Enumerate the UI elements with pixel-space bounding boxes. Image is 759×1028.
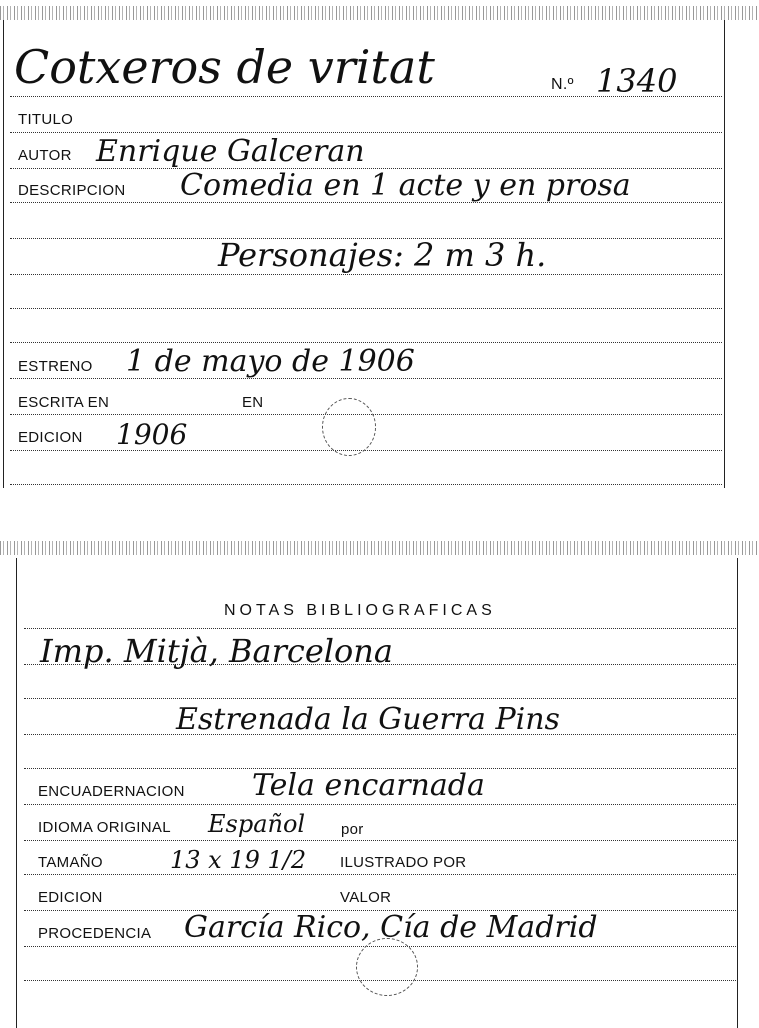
autor-value: Enrique Galceran: [96, 134, 365, 169]
en-label: EN: [242, 394, 264, 411]
edicion-label: EDICION: [18, 429, 83, 446]
procedencia-value: García Rico, Cía de Madrid: [184, 910, 598, 945]
rule: [24, 874, 736, 875]
rule: [24, 840, 736, 841]
catalog-card-back: [0, 540, 759, 1028]
note-premiere: Estrenada la Guerra Pins: [176, 702, 560, 737]
rule: [10, 274, 722, 275]
punch-hole-mark: [356, 938, 418, 996]
rule: [10, 132, 722, 133]
number-value: 1340: [596, 62, 678, 100]
procedencia-label: PROCEDENCIA: [38, 925, 152, 942]
edicion-label: EDICION: [38, 889, 103, 906]
edicion-value: 1906: [116, 418, 188, 451]
rule: [24, 804, 736, 805]
encuadernacion-value: Tela encarnada: [252, 768, 485, 803]
estreno-value: 1 de mayo de 1906: [126, 344, 415, 379]
autor-label: AUTOR: [18, 147, 72, 164]
tamano-label: TAMAÑO: [38, 854, 103, 871]
escrita-label: ESCRITA EN: [18, 394, 110, 411]
rule: [24, 628, 736, 629]
tamano-value: 13 x 19 1/2: [170, 846, 307, 874]
estreno-label: ESTRENO: [18, 358, 93, 375]
descripcion-label: DESCRIPCION: [18, 182, 126, 199]
valor-label: VALOR: [340, 889, 392, 906]
idioma-label: IDIOMA ORIGINAL: [38, 819, 171, 836]
catalog-card-front: [0, 0, 759, 500]
note-imprint: Imp. Mitjà, Barcelona: [40, 632, 393, 670]
rule: [10, 308, 722, 309]
encuadernacion-label: ENCUADERNACION: [38, 783, 185, 800]
notes-heading: NOTAS BIBLIOGRAFICAS: [224, 602, 496, 619]
descripcion-value: Comedia en 1 acte y en prosa: [180, 168, 631, 203]
rule: [10, 342, 722, 343]
title-value: Cotxeros de vritat: [14, 40, 435, 94]
titulo-label: TITULO: [18, 111, 74, 128]
punch-hole-mark: [322, 398, 376, 456]
ilustrado-label: ILUSTRADO POR: [340, 854, 467, 871]
rule: [24, 698, 736, 699]
number-label: N.º: [551, 76, 574, 93]
idioma-value: Español: [208, 810, 306, 838]
rule: [10, 484, 722, 485]
por-label: por: [341, 821, 364, 838]
personajes-value: Personajes: 2 m 3 h.: [218, 236, 547, 274]
